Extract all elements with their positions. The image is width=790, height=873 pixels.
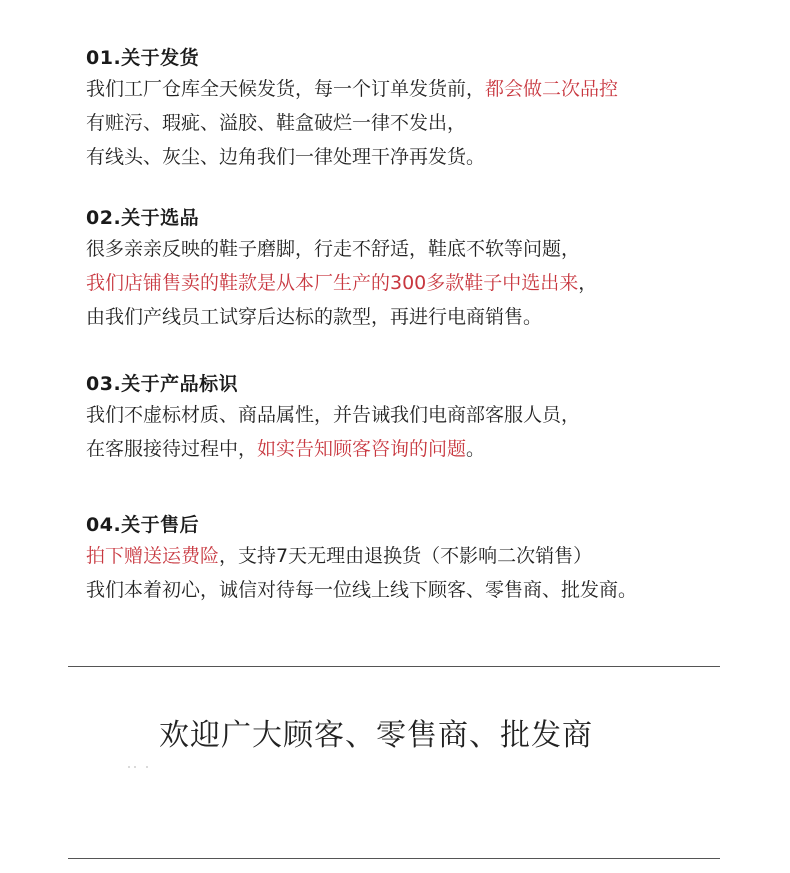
section-line: 由我们产线员工试穿后达标的款型，再进行电商销售。 <box>86 306 543 328</box>
section-line: 我们不虚标材质、商品属性，并告诫我们电商部客服人员， <box>86 404 581 426</box>
welcome-banner: 欢迎广大顾客、零售商、批发商 <box>159 718 593 753</box>
section-heading: 01.关于发货 <box>86 47 200 69</box>
section-line: 我们店铺售卖的鞋款是从本厂生产的300多款鞋子中选出来， <box>86 272 598 294</box>
section-line: 很多亲亲反映的鞋子磨脚，行走不舒适，鞋底不软等问题， <box>86 238 581 260</box>
section-product-labeling <box>86 370 776 466</box>
highlight-text: 我们店铺售卖的鞋款是从本厂生产的300多款鞋子中选出来 <box>86 272 579 294</box>
decorative-dots <box>128 766 158 772</box>
section-heading: 04.关于售后 <box>86 514 200 536</box>
section-line: 有赃污、瑕疵、溢胶、鞋盒破烂一律不发出， <box>86 112 467 134</box>
section-after-sales <box>86 511 776 607</box>
section-heading: 03.关于产品标识 <box>86 373 239 395</box>
top-divider <box>68 666 720 667</box>
section-line: 我们本着初心，诚信对待每一位线上线下顾客、零售商、批发商。 <box>86 579 638 601</box>
highlight-text: 都会做二次品控 <box>485 78 619 100</box>
section-heading: 02.关于选品 <box>86 207 200 229</box>
section-line: 在客服接待过程中，如实告知顾客咨询的问题。 <box>86 438 486 460</box>
section-shipping <box>86 44 776 174</box>
section-line: 我们工厂仓库全天候发货，每一个订单发货前，都会做二次品控 <box>86 78 619 100</box>
section-selection <box>86 204 776 334</box>
bottom-divider <box>68 858 720 859</box>
section-line: 有线头、灰尘、边角我们一律处理干净再发货。 <box>86 146 486 168</box>
highlight-text: 如实告知顾客咨询的问题 <box>257 438 467 460</box>
highlight-text: 拍下赠送运费险 <box>86 545 220 567</box>
section-line: 拍下赠送运费险，支持7天无理由退换货（不影响二次销售） <box>86 545 593 567</box>
